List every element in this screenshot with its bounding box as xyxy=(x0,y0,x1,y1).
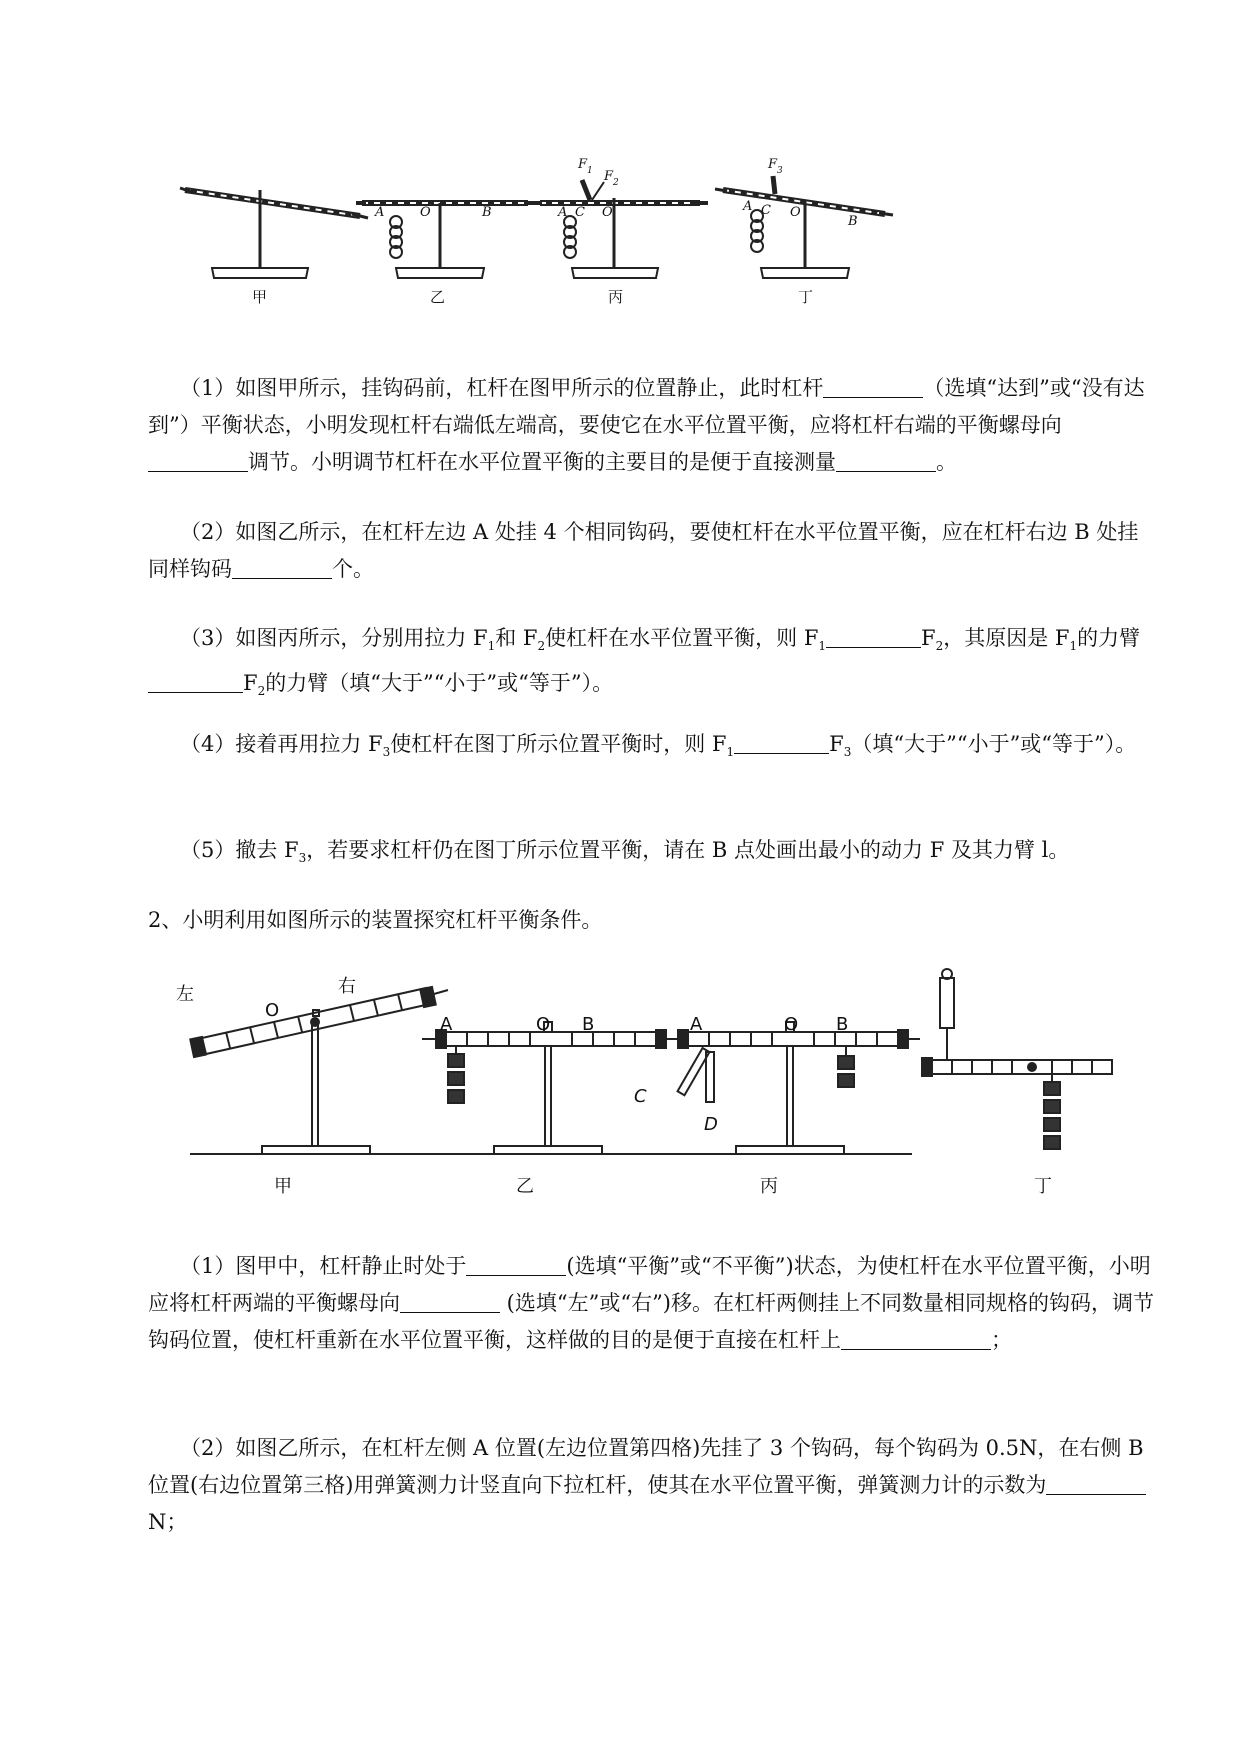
label-d-bing: D xyxy=(704,1114,718,1135)
label-b-ding: B xyxy=(848,214,858,229)
q1-p4-sub-3: 3 xyxy=(843,745,852,760)
q2-title xyxy=(148,902,1158,939)
label-a-yi: A xyxy=(375,205,385,220)
label-o-yi: O xyxy=(536,1014,551,1035)
q1-part5 xyxy=(148,832,1158,877)
label-o-yi: O xyxy=(420,205,431,220)
label-left: 左 xyxy=(176,984,194,1005)
hook-weights-a xyxy=(390,216,402,258)
label-c-bing: C xyxy=(634,1086,647,1107)
q1-p3-sub-5: 1 xyxy=(1069,639,1078,654)
q1-p3-text-e: ，其原因是 F xyxy=(943,626,1070,650)
q1-p3-sub-1: 1 xyxy=(487,639,496,654)
q2-part2 xyxy=(148,1430,1158,1541)
q1-p5-text-b: ，若要求杠杆仍在图丁所示位置平衡，请在 B 点处画出最小的动力 F 及其力臂 l。 xyxy=(306,838,1070,862)
hook-weights-a xyxy=(564,216,576,258)
q1-p3-blank-2[interactable] xyxy=(148,670,243,693)
q1-p3-text-c: 使杠杆在水平位置平衡，则 F xyxy=(545,626,819,650)
q2-p2-text-b: N； xyxy=(148,1510,188,1534)
q1-p1-text-a: （1）如图甲所示，挂钩码前，杠杆在图甲所示的位置静止，此时杠杆 xyxy=(180,376,824,400)
q1-p3-text-g: F xyxy=(243,671,258,696)
caption-yi: 乙 xyxy=(430,288,446,306)
q1-part3 xyxy=(148,620,1158,710)
figure-2-lever-diagrams xyxy=(176,960,1241,1210)
q1-p3-text-f: 的力臂 xyxy=(1077,626,1141,650)
caption-ding: 丁 xyxy=(798,288,814,306)
q1-p4-text-a: （4）接着再用拉力 F xyxy=(180,732,383,756)
label-f3-sub: 3 xyxy=(777,166,783,176)
q1-p3-sub-3: 1 xyxy=(818,639,827,654)
q1-p1-text-c: 调节。小明调节杠杆在水平位置平衡的主要目的是便于直接测量 xyxy=(248,450,836,474)
q1-p4-text-b: 使杠杆在图丁所示位置平衡时，则 F xyxy=(390,732,727,756)
q1-p3-blank-1[interactable] xyxy=(826,625,921,648)
q1-p4-sub-2: 1 xyxy=(726,745,735,760)
q1-p5-sub-1: 3 xyxy=(298,851,307,866)
label-o-jia: O xyxy=(265,1000,280,1021)
caption-bing: 丙 xyxy=(608,288,624,306)
q1-part4 xyxy=(148,726,1158,771)
q1-p2-blank-1[interactable] xyxy=(232,556,332,579)
label-o-ding: O xyxy=(790,205,801,220)
label-b-yi: B xyxy=(582,1014,595,1035)
label-a-bing: A xyxy=(558,205,568,220)
label-a-ding: A xyxy=(743,199,753,214)
label-f1: F xyxy=(578,157,588,172)
q1-p3-sub-4: 2 xyxy=(935,639,944,654)
figure-1-lever-diagrams xyxy=(180,157,1000,350)
figure-1-jia xyxy=(180,188,368,278)
q1-p1-blank-2[interactable] xyxy=(148,449,248,472)
caption-jia: 甲 xyxy=(274,1176,292,1197)
caption-bing: 丙 xyxy=(760,1176,778,1197)
q1-p4-text-d: （填“大于”“小于”或“等于”）。 xyxy=(851,732,1137,756)
label-f3: F xyxy=(768,157,778,172)
label-o-bing: O xyxy=(784,1014,799,1035)
label-b-bing: B xyxy=(836,1014,849,1035)
q1-p1-text-b: （选填“达到”或“没有达到”）平衡状态，小明发现杠杆右端低左端高，要使它在水平位置平衡，应将杠杆右端的平衡螺母向 xyxy=(148,376,1145,437)
q1-p4-blank-1[interactable] xyxy=(734,731,829,754)
q2-p1-text-d: ； xyxy=(991,1328,1012,1352)
q1-p1-blank-1[interactable] xyxy=(823,375,923,398)
figure-2-bing xyxy=(664,1022,920,1154)
q1-part1 xyxy=(148,370,1158,481)
label-f1-sub: 1 xyxy=(587,166,593,176)
q1-p4-text-c: F xyxy=(829,732,844,756)
caption-yi: 乙 xyxy=(516,1176,534,1197)
q1-p1-blank-3[interactable] xyxy=(836,449,936,472)
label-right: 右 xyxy=(338,976,356,997)
q2-title-text: 2、小明利用如图所示的装置探究杠杆平衡条件。 xyxy=(148,908,603,932)
q1-part2 xyxy=(148,514,1158,588)
q2-p2-text-a: （2）如图乙所示，在杠杆左侧 A 位置(左边位置第四格)先挂了 3 个钩码，每个钩码为 0.5N，在右侧 B 位置(右边位置第三格)用弹簧测力计竖直向下拉杠杆，使其在水平位置平衡，弹簧测力计的示数为 xyxy=(148,1436,1144,1497)
q2-p1-text-c: (选填“左”或“右”)移。在杠杆两侧挂上不同数量相同规格的钩码，调节钩码位置，使杠杆重新在水平位置平衡，这样做的目的是便于直接在杠杆上 xyxy=(148,1291,1155,1352)
label-f2: F xyxy=(604,169,614,184)
figure-2-ding xyxy=(922,969,1112,1149)
q1-p4-sub-1: 3 xyxy=(382,745,391,760)
q1-p3-sub-6: 2 xyxy=(257,684,266,699)
q1-p3-text-a: （3）如图丙所示，分别用拉力 F xyxy=(180,626,488,650)
label-c-bing: C xyxy=(575,205,585,220)
label-o-bing: O xyxy=(602,205,613,220)
figure-1-bing xyxy=(532,180,708,278)
q1-p3-text-d: F xyxy=(921,626,936,650)
figure-1-ding xyxy=(715,176,893,278)
q2-p1-text-a: （1）图甲中，杠杆静止时处于 xyxy=(180,1254,467,1278)
q2-p1-blank-2[interactable] xyxy=(400,1290,500,1313)
label-f2-sub: 2 xyxy=(613,178,619,188)
figure-2-jia xyxy=(190,987,448,1154)
label-c-ding: C xyxy=(761,203,771,218)
q2-p2-blank-1[interactable] xyxy=(1046,1472,1146,1495)
q2-part1 xyxy=(148,1248,1158,1359)
q2-p1-text-b: (选填“平衡”或“不平衡”)状态，为使杠杆在水平位置平衡，小明应将杠杆两端的平衡螺母向 xyxy=(148,1254,1151,1315)
q1-p3-text-b: 和 F xyxy=(495,626,538,650)
label-a-yi: A xyxy=(440,1014,453,1035)
label-a-bing: A xyxy=(690,1014,703,1035)
caption-ding: 丁 xyxy=(1034,1176,1052,1197)
q1-p2-text-a: （2）如图乙所示，在杠杆左边 A 处挂 4 个相同钩码，要使杠杆在水平位置平衡，应在杠杆右边 B 处挂同样钩码 xyxy=(148,520,1139,581)
label-b-yi: B xyxy=(482,205,492,220)
q2-p1-blank-3[interactable] xyxy=(841,1327,991,1350)
q1-p2-text-b: 个。 xyxy=(332,557,374,581)
q1-p1-text-d: 。 xyxy=(936,450,957,474)
q1-p5-text-a: （5）撤去 F xyxy=(180,838,299,862)
q1-p3-text-h: 的力臂（填“大于”“小于”或“等于”）。 xyxy=(265,671,614,696)
q2-p1-blank-1[interactable] xyxy=(466,1253,566,1276)
caption-jia: 甲 xyxy=(252,288,268,306)
q1-p3-sub-2: 2 xyxy=(537,639,546,654)
